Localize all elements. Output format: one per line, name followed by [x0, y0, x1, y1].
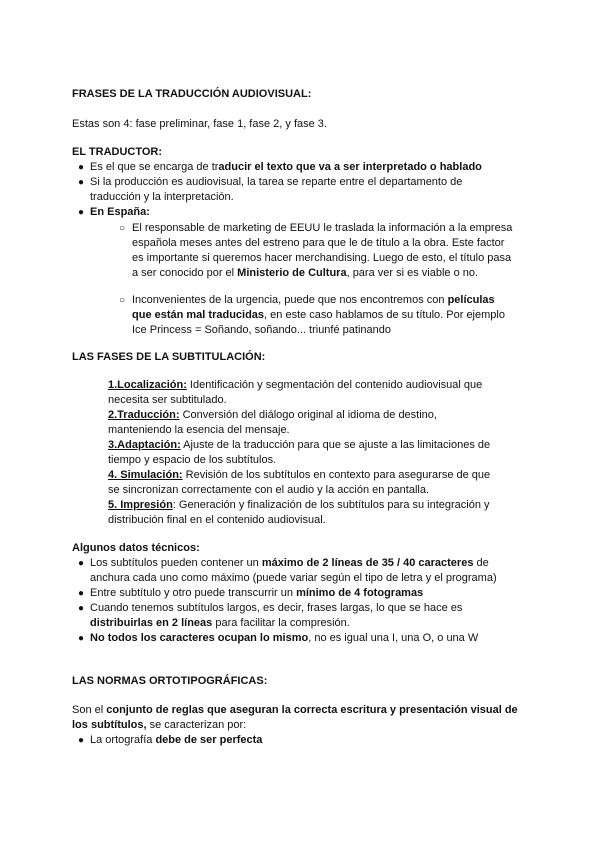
bullet-icon: ● — [78, 162, 85, 173]
phase-text: Conversión del diálogo original al idioma de destino, manteniendo la esencia del mensaje. — [108, 409, 437, 436]
list-item — [78, 205, 510, 220]
list-text: de anchura cada uno como máximo (puede variar según el tipo de letra y el programa) — [90, 557, 497, 584]
phase-text: Revisión de los subtítulos en contexto para asegurarse de que se sincronizan correctamente con el audio y la acción en pantalla. — [108, 469, 491, 496]
bullet-icon: ● — [78, 177, 85, 188]
list-text: , en este caso hablamos de su título. Por ejemplo Ice Princess = Soñando, soñando... triunfé patinando — [132, 309, 505, 336]
paragraph-text: Son el — [72, 704, 107, 716]
list-text: Si la producción es audiovisual, la tarea se reparte entre el departamento de traducción y la interpretación. — [90, 176, 463, 203]
list-text: Entre subtítulo y otro puede transcurrir un — [90, 587, 297, 599]
list-text-bold: máximo de 2 líneas de 35 / 40 caracteres — [261, 557, 474, 569]
phase-item — [108, 408, 498, 438]
paragraph-text: se caracterizan por: — [146, 719, 247, 731]
heading-traductor: EL TRADUCTOR: — [72, 146, 163, 158]
list-text-bold: No todos los caracteres ocupan lo mismo — [90, 632, 309, 644]
list-text: para facilitar la compresión. — [212, 617, 350, 629]
list-text: La ortografía — [90, 734, 156, 746]
heading-normas-ortotipograficas: LAS NORMAS ORTOTIPOGRÁFICAS: — [72, 675, 268, 687]
list-item — [78, 601, 500, 631]
phase-text: Ajuste de la traducción para que se ajuste a las limitaciones de tiempo y espacio de los subtítulos. — [108, 439, 491, 466]
phase-item — [108, 378, 498, 408]
sub-list-item — [119, 293, 517, 338]
bullet-icon: ● — [78, 558, 85, 569]
phase-label: 2.Traducción: — [108, 409, 180, 421]
phase-text: : Generación y finalización de los subtítulos para su integración y distribución final en el contenido audiovisual. — [108, 499, 490, 526]
phase-item — [108, 498, 498, 528]
phase-label: 3.Adaptación: — [108, 439, 181, 451]
list-item — [78, 586, 520, 601]
list-item — [78, 175, 510, 205]
heading-fases-subtitulacion: LAS FASES DE LA SUBTITULACIÓN: — [72, 351, 266, 363]
heading-traduccion-audiovisual: FRASES DE LA TRADUCCIÓN AUDIOVISUAL: — [72, 88, 312, 100]
circle-bullet-icon: ○ — [119, 223, 126, 234]
list-text: Es el que se encarga de tr — [90, 161, 219, 173]
list-text-bold: mínimo de 4 fotogramas — [296, 587, 424, 599]
list-item — [78, 556, 520, 586]
list-item — [78, 631, 520, 646]
normas-paragraph — [72, 703, 527, 733]
phase-label: 1.Localización: — [108, 379, 187, 391]
bullet-icon: ● — [78, 603, 85, 614]
phase-item — [108, 468, 498, 498]
phase-text: Identificación y segmentación del contenido audiovisual que necesita ser subtitulado. — [108, 379, 483, 406]
list-text: Inconvenientes de la urgencia, puede que nos encontremos con — [132, 294, 448, 306]
circle-bullet-icon: ○ — [119, 295, 126, 306]
list-text: Los subtítulos pueden contener un — [90, 557, 262, 569]
sub-list-item — [119, 221, 517, 281]
bullet-icon: ● — [78, 735, 85, 746]
phase-item — [108, 438, 498, 468]
list-text-bold: En España: — [90, 206, 150, 218]
bullet-icon: ● — [78, 207, 85, 218]
list-text-bold: películas que están mal traducidas — [132, 294, 495, 321]
list-text: Cuando tenemos subtítulos largos, es decir, frases largas, lo que se hace es — [90, 602, 463, 614]
intro-fases: Estas son 4: fase preliminar, fase 1, fase 2, y fase 3. — [72, 118, 327, 130]
bullet-icon: ● — [78, 588, 85, 599]
phase-label: 5. Impresión — [108, 499, 173, 511]
list-item — [78, 733, 520, 748]
list-text-bold: distribuirlas en 2 líneas — [90, 617, 213, 629]
paragraph-text-bold: conjunto de reglas que aseguran la correcta escritura y presentación visual de los subtítulos, — [72, 704, 518, 731]
phase-label: 4. Simulación: — [108, 469, 183, 481]
list-text-bold: debe de ser perfecta — [155, 734, 263, 746]
list-item — [78, 160, 530, 175]
list-text: El responsable de marketing de EEUU le traslada la información a la empresa española meses antes del estreno para que le de título a la obra. Este factor es importante si queremos hacer merchandising. Luego de esto, el título pasa a ser conocido por el — [132, 222, 513, 279]
bullet-icon: ● — [78, 633, 85, 644]
list-text: , no es igual una I, una O, o una W — [308, 632, 479, 644]
list-text-bold: Ministerio de Cultura — [237, 267, 347, 279]
list-text: , para ver si es viable o no. — [346, 267, 479, 279]
list-text-bold: aducir el texto que va a ser interpretado o hablado — [218, 161, 482, 173]
heading-datos-tecnicos: Algunos datos técnicos: — [72, 542, 200, 554]
